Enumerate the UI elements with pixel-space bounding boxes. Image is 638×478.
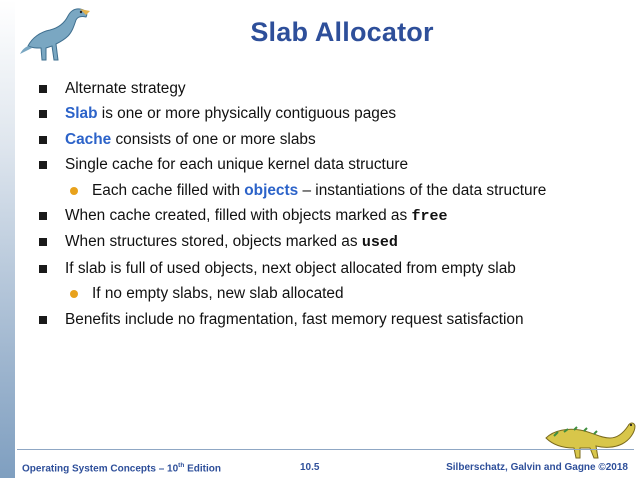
square-bullet-icon	[39, 265, 47, 273]
code-term: used	[361, 234, 398, 252]
bullet-text: consists of one or more slabs	[111, 130, 316, 148]
bullet-item	[37, 259, 628, 279]
bullet-item	[37, 206, 628, 227]
bullet-text: When cache created, filled with objects marked as	[65, 206, 412, 224]
term-highlight: Cache	[65, 130, 112, 148]
square-bullet-icon	[39, 212, 47, 220]
dinosaur-logo-icon	[540, 408, 636, 460]
circle-bullet-icon	[70, 290, 78, 298]
bullet-text: If no empty slabs, new slab allocated	[92, 285, 344, 303]
bullet-text: If slab is full of used objects, next object allocated from empty slab	[65, 259, 516, 277]
code-term: free	[411, 207, 448, 225]
bullet-item	[37, 232, 628, 253]
bullet-item	[37, 310, 628, 330]
footer-book-title	[22, 462, 221, 474]
circle-bullet-icon	[70, 187, 78, 195]
bullet-list	[37, 79, 628, 335]
term-highlight: objects	[244, 181, 299, 199]
footer-text: Operating System Concepts – 10	[22, 463, 179, 475]
slide-title: Slab Allocator	[250, 17, 434, 47]
bullet-text: Benefits include no fragmentation, fast memory request satisfaction	[65, 310, 524, 328]
term-highlight: Slab	[65, 105, 98, 123]
sub-bullet-item	[37, 284, 628, 304]
square-bullet-icon	[39, 316, 47, 324]
footer-text: Edition	[184, 463, 221, 475]
bullet-text: is one or more physically contiguous pages	[97, 105, 397, 123]
square-bullet-icon	[39, 161, 47, 169]
left-gradient-bar	[0, 0, 15, 478]
bullet-text: When structures stored, objects marked as	[65, 233, 362, 251]
bullet-item	[37, 79, 628, 99]
footer-superscript: th	[178, 462, 185, 469]
square-bullet-icon	[39, 238, 47, 246]
footer-copyright: Silberschatz, Galvin and Gagne ©2018	[446, 462, 628, 473]
footer-divider	[17, 449, 634, 450]
bullet-text: Each cache filled with	[92, 181, 245, 199]
bullet-item	[37, 155, 628, 175]
bullet-text: Alternate strategy	[65, 80, 186, 97]
square-bullet-icon	[39, 110, 47, 118]
square-bullet-icon	[39, 136, 47, 144]
footer-page-number: 10.5	[300, 462, 320, 473]
square-bullet-icon	[39, 85, 47, 93]
sub-bullet-item	[37, 181, 628, 201]
bullet-item	[37, 130, 628, 150]
bullet-text: Single cache for each unique kernel data structure	[65, 156, 409, 174]
bullet-text: – instantiations of the data structure	[298, 181, 547, 199]
bullet-item	[37, 104, 628, 124]
